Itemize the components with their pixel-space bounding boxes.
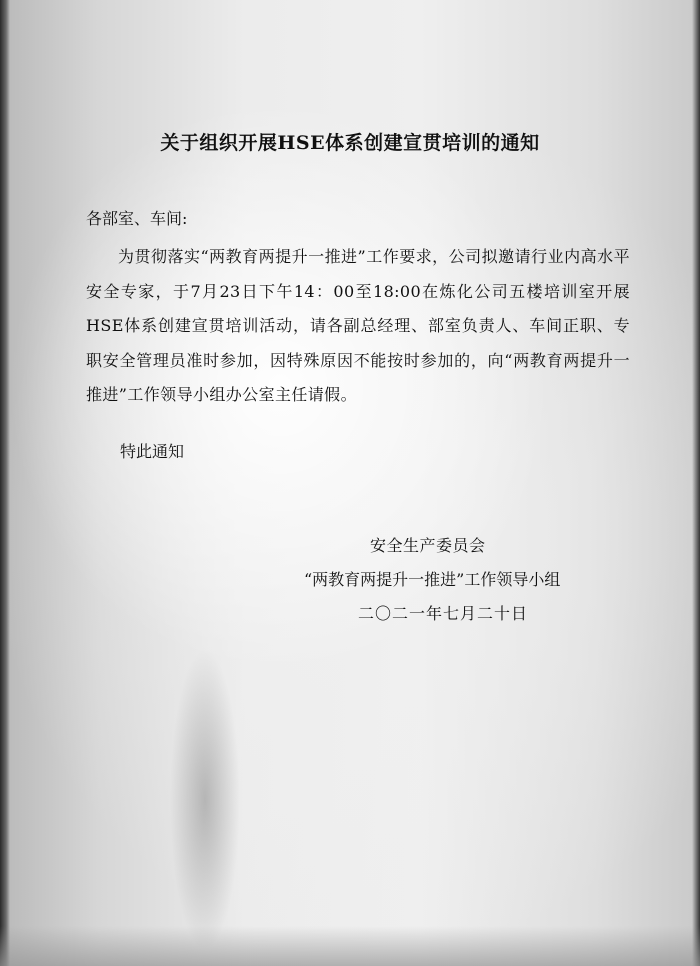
scan-smudge	[170, 650, 240, 950]
notice-title: 关于组织开展HSE体系创建宣贯培训的通知	[160, 132, 540, 154]
salutation: 各部室、车间:	[86, 209, 188, 228]
signature-date: 二〇二一年七月二十日	[358, 604, 529, 623]
signature-organization: 安全生产委员会	[370, 536, 486, 555]
scan-shadow-bottom	[0, 926, 700, 966]
closing-line: 特此通知	[120, 442, 185, 461]
signature-group: “两教育两提升一推进”工作领导小组	[304, 570, 561, 589]
notice-body: 为贯彻落实“两教育两提升一推进”工作要求，公司拟邀请行业内高水平安全专家，于7月23日下午14：00至18:00在炼化公司五楼培训室开展HSE体系创建宣贯培训活动，请各副总经理、部室负责人、车间正职、专职安全管理员准时参加，因特殊原因不能按时参加的，向“两教育两提升一推进”工作领导小组办公室主任请假。	[86, 247, 630, 405]
